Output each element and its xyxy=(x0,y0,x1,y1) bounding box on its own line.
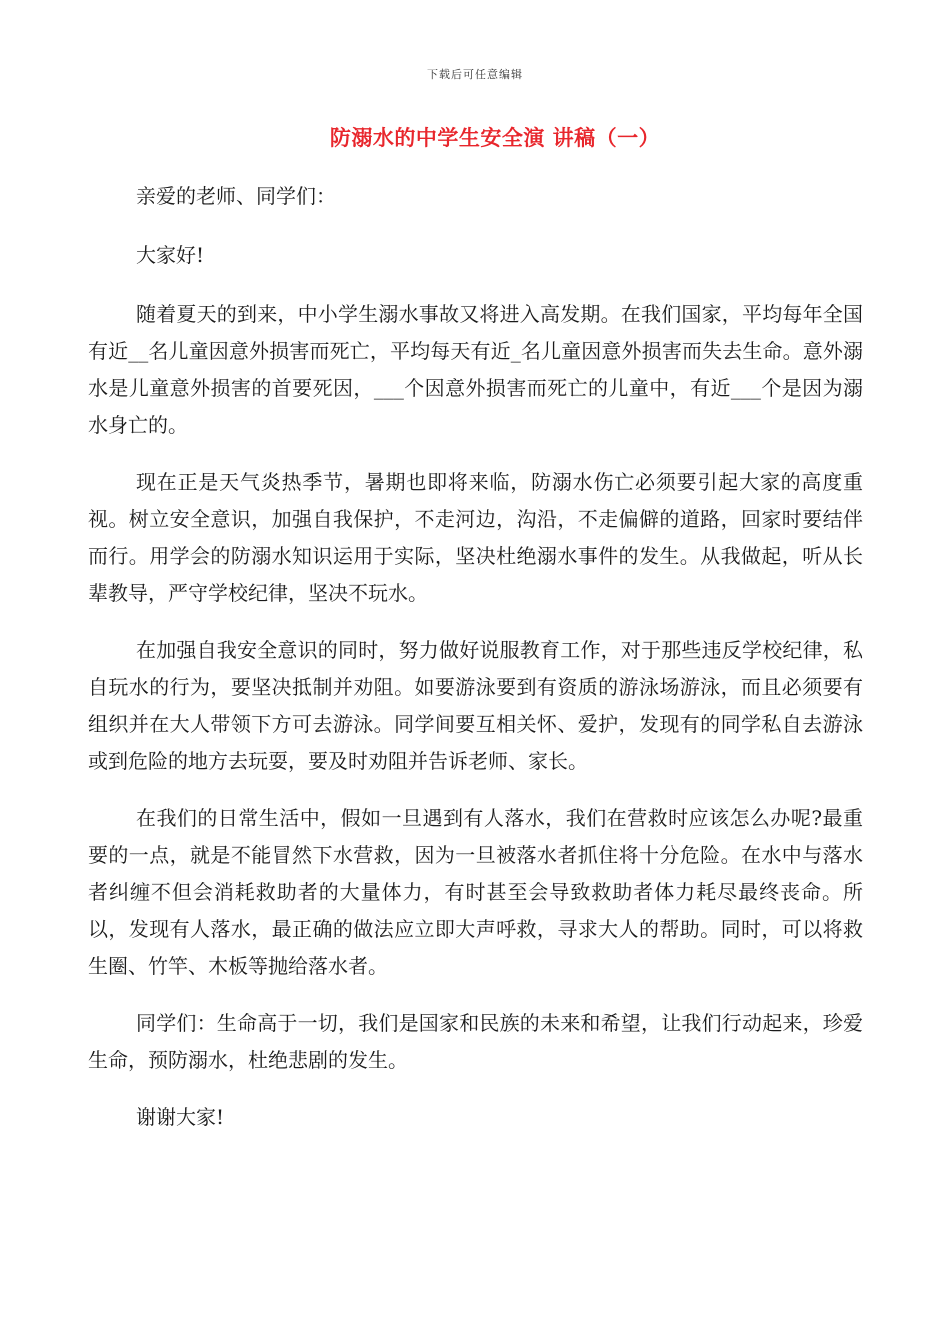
header-note: 下载后可任意编辑 xyxy=(427,68,523,81)
paragraph-3: 在加强自我安全意识的同时，努力做好说服教育工作，对于那些违反学校纪律，私自玩水的行为，要坚决抵制并劝阻。如要游泳要到有资质的游泳场游泳，而且必须要有组织并在大人带领下方可去游泳。同学间要互相关怀、爱护，发现有的同学私自去游泳或到危险的地方去玩耍，要及时劝阻并告诉老师、家长。 xyxy=(88,638,863,773)
paragraph-4: 在我们的日常生活中，假如一旦遇到有人落水，我们在营救时应该怎么办呢?最重要的一点，就是不能冒然下水营救，因为一旦被落水者抓住将十分危险。在水中与落水者纠缠不但会消耗救助者的大量体力，有时甚至会导致救助者体力耗尽最终丧命。所以，发现有人落水，最正确的做法应立即大声呼救，寻求大人的帮助。同时，可以将救生圈、竹竿、木板等抛给落水者。 xyxy=(88,806,863,978)
document-title: 防溺水的中学生安全演 讲稿（一） xyxy=(329,125,661,150)
greeting: 大家好! xyxy=(136,243,205,267)
paragraph-2: 现在正是天气炎热季节，暑期也即将来临，防溺水伤亡必须要引起大家的高度重视。树立安全意识，加强自我保护，不走河边，沟沿，不走偏僻的道路，回家时要结伴而行。用学会的防溺水知识运用于实际，坚决杜绝溺水事件的发生。从我做起，听从长辈教导，严守学校纪律，坚决不玩水。 xyxy=(88,470,863,605)
document-body xyxy=(88,178,863,1158)
paragraph-1: 随着夏天的到来，中小学生溺水事故又将进入高发期。在我们国家，平均每年全国有近__名儿童因意外损害而死亡，平均每天有近_名儿童因意外损害而失去生命。意外溺水是儿童意外损害的首要死因，___个因意外损害而死亡的儿童中，有近___个是因为溺水身亡的。 xyxy=(88,302,863,437)
closing: 谢谢大家! xyxy=(136,1105,225,1129)
salutation: 亲爱的老师、同学们： xyxy=(136,184,336,208)
paragraph-5: 同学们：生命高于一切，我们是国家和民族的未来和希望，让我们行动起来，珍爱生命，预防溺水，杜绝悲剧的发生。 xyxy=(88,1011,863,1072)
